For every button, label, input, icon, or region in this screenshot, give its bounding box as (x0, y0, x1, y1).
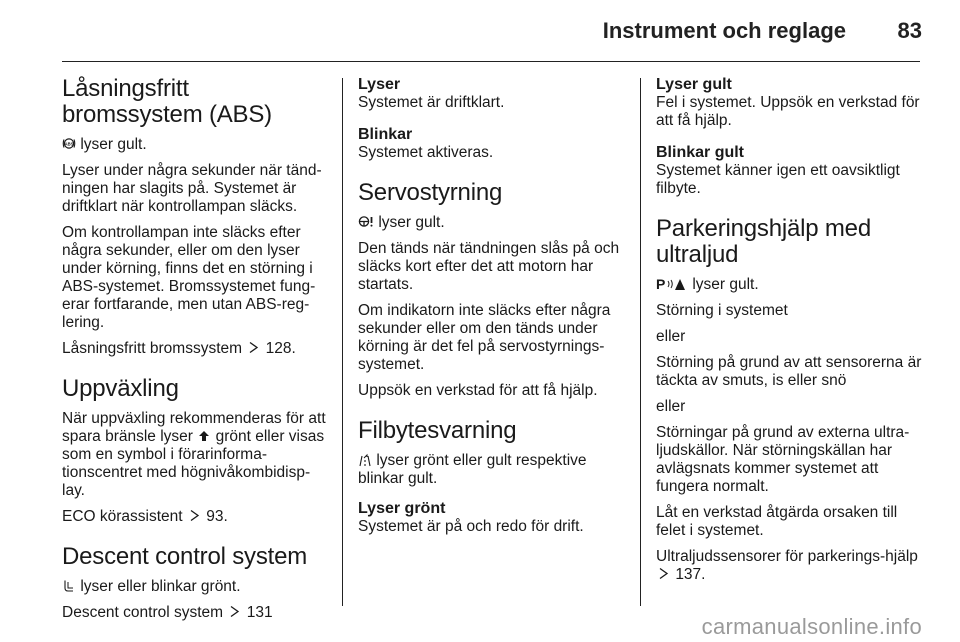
park-paragraph-2: eller (656, 328, 686, 345)
servo-paragraph-1: Den tänds när tändningen slås på och släcks kort efter det att motorn har startats. (358, 240, 620, 293)
blink-yellow-block (656, 144, 924, 198)
page-reference-icon (229, 605, 240, 618)
green-block (358, 500, 628, 536)
servo-paragraph-3: Uppsök en verkstad för att få hjälp. (358, 382, 598, 399)
green-heading: Lyser grönt (358, 500, 446, 517)
lyser-text: Systemet är driftklart. (358, 94, 505, 111)
section-title-shift: Uppväxling (62, 375, 179, 402)
descent-control-icon (62, 579, 76, 593)
abs-reference: Låsningsfritt bromssystem 128. (62, 340, 296, 357)
servo-icon-line: lyser gult. (358, 214, 628, 232)
abs-icon-line: ABS lyser gult. (62, 136, 328, 154)
park-reference: Ultraljudssensorer för parkerings-hjälp 137. (656, 548, 918, 583)
shift-paragraph: När uppväxling rekommenderas för att spara bränsle lyser grönt eller visas som en symbol i förarinforma-tionscentret med högnivåkombidisp-lay. (62, 410, 326, 499)
park-ref-page-link[interactable]: 137. (675, 566, 706, 583)
lyser-block (358, 76, 628, 112)
descent-ref-page-link[interactable]: 131 (246, 604, 273, 621)
section-title-abs: Låsningsfritt bromssystem (ABS) (62, 75, 272, 128)
abs-paragraph-2: Om kontrollampan inte släcks efter några sekunder, eller om den lyser under körning, finns det en störning i ABS-systemet. Bromssystemet fung-erar fortfarande, men utan ABS-reg-lering. (62, 224, 316, 331)
lane-change-icon (358, 453, 372, 467)
column-2 (358, 76, 628, 608)
blink-yellow-text: Systemet känner igen ett oavsiktligt filbyte. (656, 162, 900, 197)
page-reference-icon (658, 567, 669, 580)
shift-ref-page-link[interactable]: 93. (206, 508, 228, 525)
abs-warning-icon (62, 137, 76, 150)
page-header (0, 0, 960, 62)
park-paragraph-3: Störning på grund av att sensorerna är täckta av smuts, is eller snö (656, 354, 922, 389)
svg-text:P: P (656, 277, 666, 291)
section-title-park: Parkeringshjälp med ultraljud (656, 215, 871, 268)
section-title-filter: Filbytesvarning (358, 417, 517, 444)
upshift-icon (197, 430, 211, 442)
yellow-text: Fel i systemet. Uppsök en verkstad för att få hjälp. (656, 94, 920, 129)
blinkar-heading: Blinkar (358, 126, 413, 143)
shift-reference: ECO körassistent 93. (62, 508, 228, 525)
green-text: Systemet är på och redo för drift. (358, 518, 584, 535)
yellow-block (656, 76, 924, 130)
column-divider (342, 78, 343, 606)
descent-icon-line: lyser eller blinkar grönt. (62, 578, 328, 596)
lyser-heading: Lyser (358, 76, 401, 93)
park-paragraph-5: Störningar på grund av externa ultra-ljudskällor. När störningskällan har avlägsnats kommer systemet att fungera normalt. (656, 424, 910, 495)
svg-text:ABS: ABS (64, 141, 74, 147)
column-divider (640, 78, 641, 606)
park-paragraph-6: Låt en verkstad åtgärda orsaken till felet i systemet. (656, 504, 898, 539)
abs-paragraph-1: Lyser under några sekunder när tänd-ningen har slagits på. Systemet är driftklart när kontrollampan släcks. (62, 162, 322, 215)
abs-ref-page-link[interactable]: 128. (265, 340, 296, 357)
section-title-descent: Descent control system (62, 543, 308, 570)
blink-yellow-heading: Blinkar gult (656, 144, 745, 161)
blinkar-block (358, 126, 628, 162)
column-3 (656, 76, 924, 608)
page-reference-icon (189, 509, 200, 522)
column-1 (62, 75, 328, 621)
page-number: 83 (897, 18, 922, 43)
filter-icon-line: lyser grönt eller gult respektive blinkar gult. (358, 452, 587, 487)
descent-reference: Descent control system 131 (62, 604, 273, 621)
servo-paragraph-2: Om indikatorn inte släcks efter några sekunder eller om den tänds under körning är det fel på servostyrnings-systemet. (358, 302, 611, 373)
park-paragraph-4: eller (656, 398, 686, 415)
yellow-heading: Lyser gult (656, 76, 732, 93)
blinkar-text: Systemet aktiveras. (358, 144, 494, 161)
page-reference-icon (248, 341, 259, 354)
park-paragraph-1: Störning i systemet (656, 302, 788, 319)
section-title-servo: Servostyrning (358, 179, 503, 206)
parking-assist-icon (656, 277, 688, 291)
header-rule (62, 61, 920, 62)
park-icon-line: P lyser gult. (656, 276, 759, 293)
watermark: carmanualsonline.info (701, 614, 922, 639)
power-steering-icon (358, 215, 374, 228)
header-title: Instrument och reglage (602, 18, 846, 43)
